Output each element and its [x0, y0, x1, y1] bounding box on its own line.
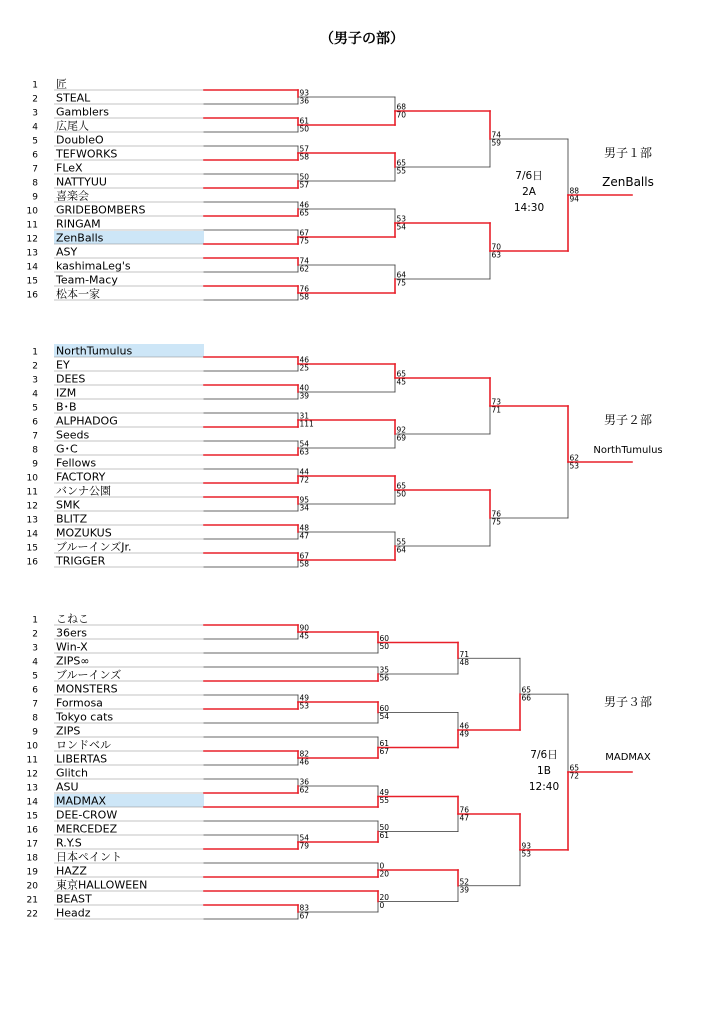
team-name: FACTORY: [56, 470, 106, 484]
team-name: NorthTumulus: [56, 344, 133, 358]
team-seed: 12: [26, 769, 38, 780]
match-score: 74: [299, 256, 310, 266]
match-score: 52: [459, 877, 470, 887]
match-score: 65: [299, 208, 310, 218]
match-score: 75: [396, 278, 407, 288]
team-seed: 3: [32, 643, 38, 654]
match-score: 0: [379, 901, 385, 910]
match-score: 58: [299, 152, 310, 162]
match-score: 50: [299, 172, 310, 182]
match-score: 70: [491, 242, 502, 252]
match-score: 50: [299, 124, 310, 134]
match-score: 53: [299, 701, 310, 711]
team-name: ALPHADOG: [56, 414, 118, 428]
team-seed: 8: [32, 178, 38, 189]
team-name: IZM: [56, 386, 77, 400]
team-seed: 11: [26, 755, 38, 766]
match-score: 58: [299, 292, 310, 302]
match-score: 76: [491, 509, 502, 519]
match-score: 46: [459, 721, 470, 731]
match-info: 2A: [522, 186, 536, 198]
match-score: 67: [299, 911, 310, 921]
match-score: 55: [396, 166, 407, 176]
match-score: 72: [569, 771, 580, 781]
match-score: 53: [569, 461, 580, 471]
team-seed: 1: [32, 615, 38, 626]
match-score: 92: [396, 425, 407, 435]
team-name: ブルーインズJr.: [56, 540, 132, 554]
team-seed: 10: [26, 741, 38, 752]
team-seed: 10: [26, 206, 38, 217]
team-name: Team-Macy: [56, 273, 118, 287]
match-score: 36: [299, 777, 310, 787]
match-score: 71: [491, 405, 502, 415]
match-score: 61: [299, 116, 310, 126]
team-seed: 1: [32, 347, 38, 358]
match-score: 67: [299, 228, 310, 238]
team-name: 喜楽会: [56, 189, 89, 203]
team-name: MERCEDEZ: [56, 822, 118, 836]
match-score: 94: [569, 194, 580, 204]
match-score: 46: [299, 757, 310, 767]
team-seed: 6: [32, 150, 38, 161]
team-seed: 3: [32, 375, 38, 386]
match-score: 39: [459, 885, 470, 895]
match-score: 56: [379, 673, 390, 683]
team-name: 松本一家: [56, 287, 100, 301]
match-score: 49: [299, 693, 310, 703]
match-info: 7/6日: [515, 170, 543, 182]
match-score: 50: [379, 823, 390, 832]
team-name: Win-X: [56, 640, 88, 654]
team-seed: 6: [32, 417, 38, 428]
match-score: 63: [299, 447, 310, 457]
team-name: HAZZ: [56, 864, 87, 878]
team-seed: 15: [26, 543, 38, 554]
match-score: 53: [396, 214, 407, 224]
team-seed: 4: [32, 122, 38, 133]
match-score: 64: [396, 545, 407, 555]
team-name: ASU: [56, 780, 79, 794]
team-seed: 2: [32, 94, 38, 105]
match-score: 39: [299, 391, 310, 401]
match-score: 45: [299, 631, 310, 641]
match-score: 54: [299, 439, 310, 449]
team-name: ZenBalls: [56, 231, 104, 245]
match-score: 65: [396, 158, 407, 168]
team-name: G･C: [56, 442, 78, 456]
team-name: ASY: [56, 245, 78, 259]
match-score: 69: [396, 433, 407, 443]
team-seed: 9: [32, 727, 38, 738]
match-score: 57: [299, 180, 310, 190]
match-score: 61: [379, 831, 390, 840]
team-name: MONSTERS: [56, 682, 118, 696]
team-seed: 11: [26, 220, 38, 231]
team-name: SMK: [56, 498, 80, 512]
match-score: 44: [299, 467, 310, 477]
match-score: 50: [396, 489, 407, 499]
match-score: 82: [299, 749, 310, 759]
match-score: 55: [379, 796, 390, 805]
team-name: 東京HALLOWEEN: [56, 878, 148, 892]
team-name: Tokyo cats: [56, 710, 114, 724]
match-score: 55: [396, 537, 407, 547]
team-name: R.Y.S: [56, 836, 82, 850]
team-seed: 12: [26, 234, 38, 245]
team-seed: 13: [26, 783, 38, 794]
team-seed: 11: [26, 487, 38, 498]
team-seed: 7: [32, 699, 38, 710]
match-score: 20: [379, 893, 390, 902]
match-info: 14:30: [513, 202, 545, 214]
team-name: BEAST: [56, 892, 92, 906]
match-score: 88: [569, 186, 580, 196]
match-score: 93: [521, 841, 532, 851]
team-seed: 5: [32, 403, 38, 414]
team-seed: 5: [32, 136, 38, 147]
match-score: 46: [299, 200, 310, 210]
page-title: （男子の部）: [320, 31, 404, 47]
team-seed: 20: [26, 881, 38, 892]
team-name: MADMAX: [56, 794, 107, 808]
division-label: 男子１部: [603, 146, 653, 160]
match-score: 79: [299, 841, 310, 851]
team-seed: 4: [32, 657, 38, 668]
match-score: 60: [379, 634, 390, 643]
division-winner: MADMAX: [605, 752, 651, 763]
team-seed: 22: [26, 909, 38, 920]
match-score: 93: [299, 88, 310, 98]
match-score: 75: [299, 236, 310, 246]
team-name: TEFWORKS: [56, 147, 118, 161]
match-score: 47: [459, 813, 470, 823]
team-seed: 7: [32, 164, 38, 175]
match-score: 46: [299, 355, 310, 365]
team-name: Fellows: [56, 456, 97, 470]
team-seed: 16: [26, 825, 38, 836]
team-name: DEE-CROW: [56, 808, 118, 822]
division-winner: NorthTumulus: [593, 445, 663, 456]
match-score: 65: [569, 763, 580, 773]
match-score: 72: [299, 475, 310, 485]
team-seed: 14: [26, 797, 38, 808]
match-score: 49: [379, 788, 390, 797]
team-seed: 21: [26, 895, 38, 906]
team-seed: 1: [32, 80, 38, 91]
match-score: 65: [396, 481, 407, 491]
team-seed: 2: [32, 361, 38, 372]
team-name: GRIDEBOMBERS: [56, 203, 146, 217]
match-score: 70: [396, 110, 407, 120]
team-seed: 2: [32, 629, 38, 640]
team-seed: 9: [32, 192, 38, 203]
team-name: TRIGGER: [56, 554, 106, 568]
match-score: 47: [299, 531, 310, 541]
match-score: 31: [299, 411, 310, 421]
team-name: DEES: [56, 372, 86, 386]
team-seed: 15: [26, 276, 38, 287]
match-score: 95: [299, 495, 310, 505]
match-score: 59: [491, 138, 502, 148]
team-seed: 9: [32, 459, 38, 470]
team-name: LIBERTAS: [56, 752, 108, 766]
team-name: 広尾人: [56, 119, 89, 133]
match-score: 62: [299, 264, 310, 274]
match-score: 40: [299, 383, 310, 393]
match-score: 62: [569, 453, 580, 463]
team-name: Gamblers: [56, 105, 110, 119]
match-score: 74: [491, 130, 502, 140]
match-score: 71: [459, 649, 470, 659]
match-score: 36: [299, 96, 310, 106]
match-score: 67: [299, 551, 310, 561]
match-score: 63: [491, 250, 502, 260]
team-name: B･B: [56, 400, 77, 414]
match-score: 75: [491, 517, 502, 527]
match-score: 50: [379, 642, 390, 651]
team-seed: 14: [26, 262, 38, 273]
team-name: バンナ公園: [56, 484, 111, 498]
match-score: 58: [299, 559, 310, 569]
match-score: 76: [459, 805, 470, 815]
match-score: 60: [379, 704, 390, 713]
match-score: 20: [379, 869, 390, 879]
match-score: 53: [521, 849, 532, 859]
match-score: 45: [396, 377, 407, 387]
team-name: MOZUKUS: [56, 526, 112, 540]
match-score: 65: [521, 685, 532, 695]
match-score: 111: [299, 419, 314, 429]
team-name: kashimaLeg's: [56, 259, 131, 273]
team-seed: 19: [26, 867, 38, 878]
team-name: Formosa: [56, 696, 103, 710]
division-label: 男子３部: [603, 695, 653, 710]
match-score: 25: [299, 363, 310, 373]
match-info: 7/6日: [530, 749, 558, 761]
team-seed: 4: [32, 389, 38, 400]
division-label: 男子２部: [603, 413, 653, 427]
match-score: 67: [379, 747, 390, 756]
team-name: ロンドベル: [56, 738, 111, 752]
team-name: 日本ペイント: [56, 850, 122, 864]
match-score: 54: [299, 833, 310, 843]
team-name: Headz: [56, 906, 91, 920]
team-name: こねこ: [56, 612, 89, 626]
team-name: EY: [56, 358, 70, 372]
match-score: 90: [299, 623, 310, 633]
match-score: 66: [521, 693, 532, 703]
team-seed: 8: [32, 713, 38, 724]
division-winner: ZenBalls: [602, 175, 654, 189]
team-seed: 16: [26, 290, 38, 301]
match-score: 83: [299, 903, 310, 913]
match-score: 62: [299, 785, 310, 795]
team-seed: 12: [26, 501, 38, 512]
team-seed: 10: [26, 473, 38, 484]
team-name: 36ers: [56, 626, 88, 640]
team-seed: 13: [26, 515, 38, 526]
match-score: 49: [459, 729, 470, 739]
team-seed: 3: [32, 108, 38, 119]
team-seed: 16: [26, 557, 38, 568]
team-name: RINGAM: [56, 217, 101, 231]
team-seed: 13: [26, 248, 38, 259]
match-score: 0: [379, 861, 385, 871]
match-score: 54: [379, 712, 390, 721]
match-score: 48: [459, 657, 470, 667]
match-score: 61: [379, 739, 390, 748]
team-name: ZIPS: [56, 724, 81, 738]
match-info: 12:40: [528, 781, 560, 793]
team-seed: 18: [26, 853, 38, 864]
team-seed: 5: [32, 671, 38, 682]
team-seed: 14: [26, 529, 38, 540]
match-score: 34: [299, 503, 310, 513]
team-name: ブルーインズ: [56, 668, 122, 682]
team-name: Glitch: [56, 766, 88, 780]
match-info: 1B: [537, 765, 551, 777]
team-name: ZIPS∞: [56, 654, 90, 668]
team-seed: 7: [32, 431, 38, 442]
team-name: FLeX: [56, 161, 83, 175]
match-score: 35: [379, 665, 390, 675]
team-name: NATTYUU: [56, 175, 107, 189]
team-name: STEAL: [56, 91, 91, 105]
match-score: 68: [396, 102, 407, 112]
team-name: DoubleO: [56, 133, 104, 147]
team-seed: 6: [32, 685, 38, 696]
team-name: BLITZ: [56, 512, 88, 526]
team-seed: 17: [26, 839, 38, 850]
team-seed: 15: [26, 811, 38, 822]
match-score: 73: [491, 397, 502, 407]
match-score: 76: [299, 284, 310, 294]
team-seed: 8: [32, 445, 38, 456]
team-name: 匠: [56, 77, 67, 91]
match-score: 64: [396, 270, 407, 280]
match-score: 65: [396, 369, 407, 379]
match-score: 48: [299, 523, 310, 533]
team-name: Seeds: [56, 428, 90, 442]
match-score: 57: [299, 144, 310, 154]
match-score: 54: [396, 222, 407, 232]
